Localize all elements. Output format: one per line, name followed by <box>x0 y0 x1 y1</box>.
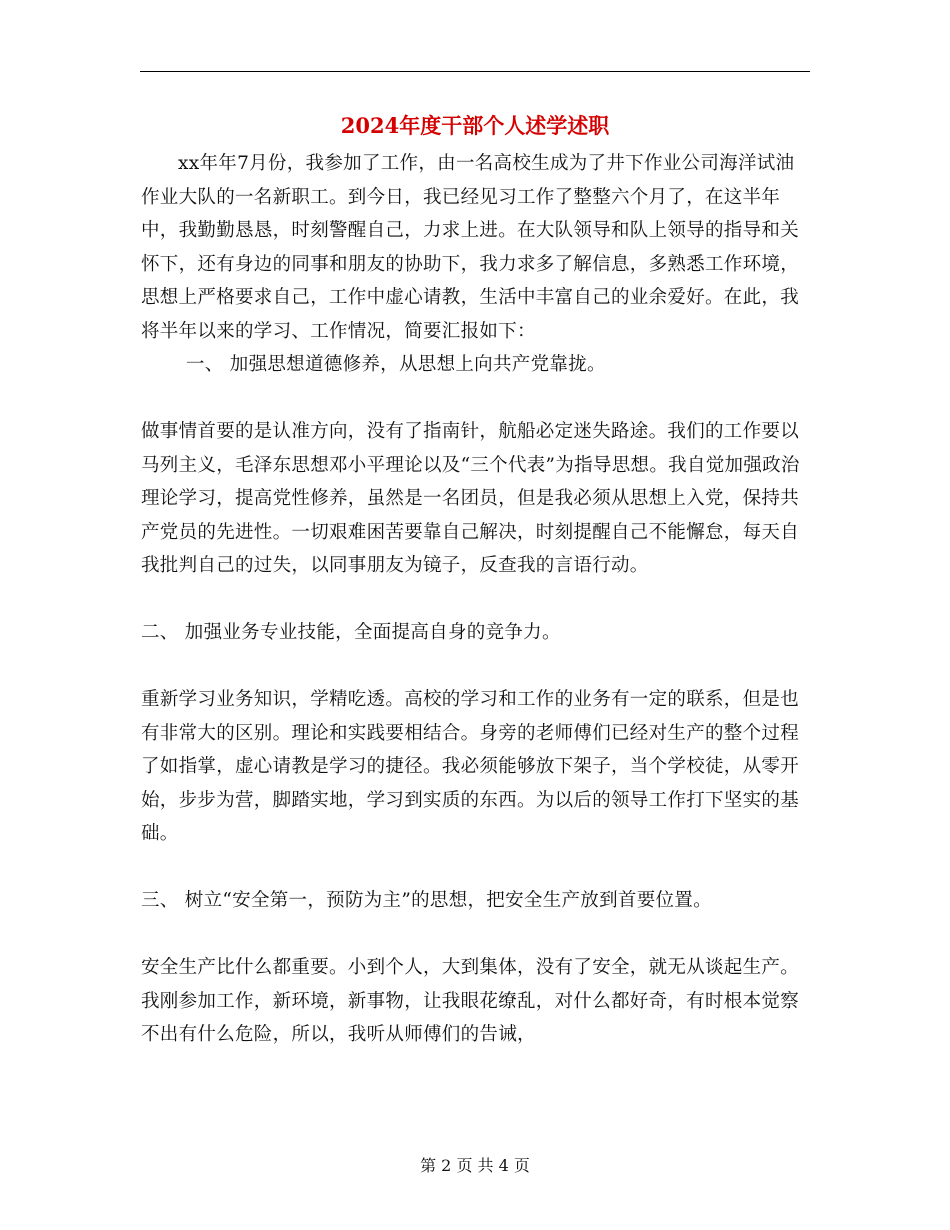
section-heading-2: 二、 加强业务专业技能，全面提高自身的竞争力。 <box>141 622 561 643</box>
paragraph-intro: xx年年7月份，我参加了工作，由一名高校生成为了井下作业公司海洋试油作业大队的一名新职工。到今日，我已经见习工作了整整六个月了，在这半年中，我勤勤恳恳，时刻警醒自己，力求上进。在大队领导和队上领导的指导和关怀下，还有身边的同事和朋友的协助下，我力求多了解信息，多熟悉工作环境，思想上严格要求自己，工作中虚心请教，生活中丰富自己的业余爱好。在此，我将半年以来的学习、工作情况，简要汇报如下： <box>141 153 800 342</box>
section-heading-1: 一、 加强思想道德修养，从思想上向共产党靠拢。 <box>186 354 606 375</box>
section-heading-3: 三、 树立“安全第一，预防为主”的思想，把安全生产放到首要位置。 <box>141 890 712 911</box>
document-body <box>141 147 811 1052</box>
paragraph-section-1: 做事情首要的是认准方向，没有了指南针，航船必定迷失路途。我们的工作要以马列主义，毛泽东思想邓小平理论以及“三个代表”为指导思想。我自觉加强政治理论学习，提高党性修养，虽然是一名团员，但是我必须从思想上入党，保持共产党员的先进性。一切艰难困苦要靠自己解决，时刻提醒自己不能懈怠，每天自我批判自己的过失，以同事朋友为镜子，反查我的言语行动。 <box>141 421 800 576</box>
page-number-footer: 第 2 页 共 4 页 <box>420 1156 530 1175</box>
header-rule <box>140 71 810 72</box>
paragraph-section-3: 安全生产比什么都重要。小到个人，大到集体，没有了安全，就无从谈起生产。我刚参加工作，新环境，新事物，让我眼花缭乱，对什么都好奇，有时根本觉察不出有什么危险，所以，我听从师傅们的告诫， <box>141 957 800 1045</box>
paragraph-section-2: 重新学习业务知识，学精吃透。高校的学习和工作的业务有一定的联系，但是也有非常大的区别。理论和实践要相结合。身旁的老师傅们已经对生产的整个过程了如指掌，虚心请教是学习的捷径。我必须能够放下架子，当个学校徒，从零开始，步步为营，脚踏实地，学习到实质的东西。为以后的领导工作打下坚实的基础。 <box>141 689 800 844</box>
document-title: 2024年度干部个人述学述职 <box>340 113 610 138</box>
